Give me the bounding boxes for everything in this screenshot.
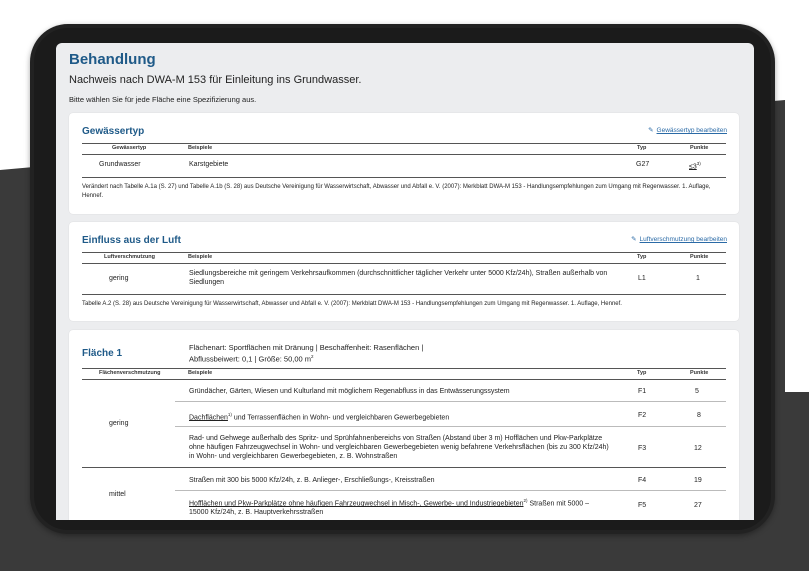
row-f2-rest: und Terrassenflächen in Wohn- und vergleichbaren Gewerbegebieten [231, 414, 450, 422]
points-value: ≤3 [689, 163, 697, 171]
row-divider [175, 426, 726, 427]
col-gewaessertyp: Gewässertyp [112, 145, 147, 151]
row-f5-rest: Straßen mit 5000 – 15000 Kfz/24h, z. B. Hauptverkehrsstraßen [189, 500, 590, 517]
row-f2-code: F2 [638, 412, 647, 419]
row-f4-points: 19 [694, 477, 702, 484]
row-divider [175, 490, 726, 491]
luft-source-note: Tabelle A.2 (S. 28) aus Deutsche Vereinigung für Wasserwirtschaft, Abwasser und Abfall e. V. (2007): Merkblatt DWA-M 153 - Handlungsempfehlungen zum Umgang mit Regenwasser. 1. Auflage, Hennef. [82, 301, 622, 307]
edit-gewaessertyp-label: Gewässertyp bearbeiten [656, 127, 727, 134]
gewaessertyp-points [689, 159, 701, 171]
page-title: Behandlung [69, 51, 156, 68]
flaeche-info-line1: Flächenart: Sportflächen mit Dränung | Beschaffenheit: Rasenflächen | [189, 343, 424, 352]
gewaessertyp-code: G27 [636, 161, 650, 168]
group-mittel: mittel [109, 491, 126, 498]
row-f3-example: Rad- und Gehwege außerhalb des Spritz- und Sprühfahnenbereichs von Straßen (Abstand über 3 m) Hofflächen und Pkw-Parkplätze ohne häufigen Fahrzeugwechsel in Wohn- und vergleichbaren Gewerbegebieten wenig befahrene Verkehrsflächen (bis zu 300 Kfz/24h) in Wohn- und vergleichbaren Gewerbegebieten, z. B. Wohnstraßen [189, 435, 609, 460]
luft-card [69, 222, 739, 321]
footnote: 2) [523, 498, 528, 503]
gewaessertyp-example: Karstgebiete [189, 161, 229, 168]
table-header [82, 368, 726, 380]
page-hint: Bitte wählen Sie für jede Fläche eine Spezifizierung aus. [69, 95, 257, 104]
flaeche-info-line2 [189, 352, 314, 364]
col-punkte: Punkte [690, 254, 709, 260]
col-luftverschmutzung: Luftverschmutzung [104, 254, 156, 260]
luft-example: Siedlungsbereiche mit geringem Verkehrsaufkommen (durchschnittlicher täglicher Verkehr unter 5000 Kfz/24h), Straßen außerhalb von Siedlungen [189, 270, 608, 286]
card-title-gewaessertyp: Gewässertyp [82, 126, 145, 137]
gewaessertyp-value: Grundwasser [99, 161, 141, 168]
group-divider [82, 467, 726, 468]
row-f1-example: Gründächer, Gärten, Wiesen und Kulturland mit möglichem Regenabfluss in das Entwässerungssystem [189, 388, 510, 395]
row-f5-points: 27 [694, 502, 702, 509]
gewaessertyp-source-note: Verändert nach Tabelle A.1a (S. 27) und Tabelle A.1b (S. 28) aus Deutsche Vereinigung für Wasserwirtschaft, Abwasser und Abfall e. V. (2007): Merkblatt DWA-M 153 - Handlungsempfehlungen zum Umgang mit Regenwasser. 1. Auflage, Hennef. [82, 184, 711, 199]
row-f5-code: F5 [638, 502, 647, 509]
page-subtitle: Nachweis nach DWA-M 153 für Einleitung ins Grundwasser. [69, 74, 362, 86]
card-title-luft: Einfluss aus der Luft [82, 235, 181, 246]
luft-level: gering [109, 275, 129, 282]
points-footnote: 3) [696, 161, 701, 166]
row-divider [82, 294, 726, 295]
edit-luft-link[interactable] [631, 235, 727, 243]
row-f5-example [189, 496, 609, 517]
col-typ: Typ [637, 254, 647, 260]
card-title-flaeche: Fläche 1 [82, 348, 123, 359]
col-typ: Typ [637, 370, 647, 376]
row-f5-link-text[interactable]: Hofflächen und Pkw-Parkplätze ohne häufigen Fahrzeugwechsel in Misch-, Gewerbe- und Industriegebieten [189, 500, 524, 508]
group-gering: gering [109, 420, 129, 427]
pencil-icon: ✎ [631, 236, 637, 243]
edit-luft-label: Luftverschmutzung bearbeiten [639, 236, 727, 243]
app-screen [56, 43, 754, 520]
flaeche-info-sup: 2 [311, 354, 314, 359]
col-typ: Typ [637, 145, 647, 151]
col-beispiele: Beispiele [188, 370, 213, 376]
row-f1-code: F1 [638, 388, 647, 395]
table-header [82, 252, 726, 264]
row-f3-code: F3 [638, 445, 647, 452]
edit-gewaessertyp-link[interactable] [648, 126, 727, 134]
col-punkte: Punkte [690, 145, 709, 151]
pencil-icon: ✎ [648, 127, 654, 134]
col-flaechenverschmutzung: Flächenverschmutzung [99, 370, 161, 376]
luft-points: 1 [696, 275, 700, 282]
col-beispiele: Beispiele [188, 145, 213, 151]
row-divider [175, 401, 726, 402]
luft-code: L1 [638, 275, 646, 282]
col-beispiele: Beispiele [188, 254, 213, 260]
table-header [82, 143, 726, 155]
flaeche-info-text: Abflussbeiwert: 0,1 | Größe: 50,00 m [189, 354, 312, 364]
row-f2-points: 8 [697, 412, 701, 419]
row-f1-points: 5 [695, 388, 699, 395]
col-punkte: Punkte [690, 370, 709, 376]
footnote: 1) [227, 412, 232, 417]
row-divider [82, 177, 726, 178]
row-f4-code: F4 [638, 477, 647, 484]
flaeche-card [69, 330, 739, 520]
gewaessertyp-card [69, 113, 739, 214]
row-f4-example: Straßen mit 300 bis 5000 Kfz/24h, z. B. Anlieger-, Erschließungs-, Kreisstraßen [189, 477, 435, 484]
row-f2-link-text[interactable]: Dachflächen [189, 414, 228, 422]
row-f3-points: 12 [694, 445, 702, 452]
row-f2-example [189, 410, 609, 422]
